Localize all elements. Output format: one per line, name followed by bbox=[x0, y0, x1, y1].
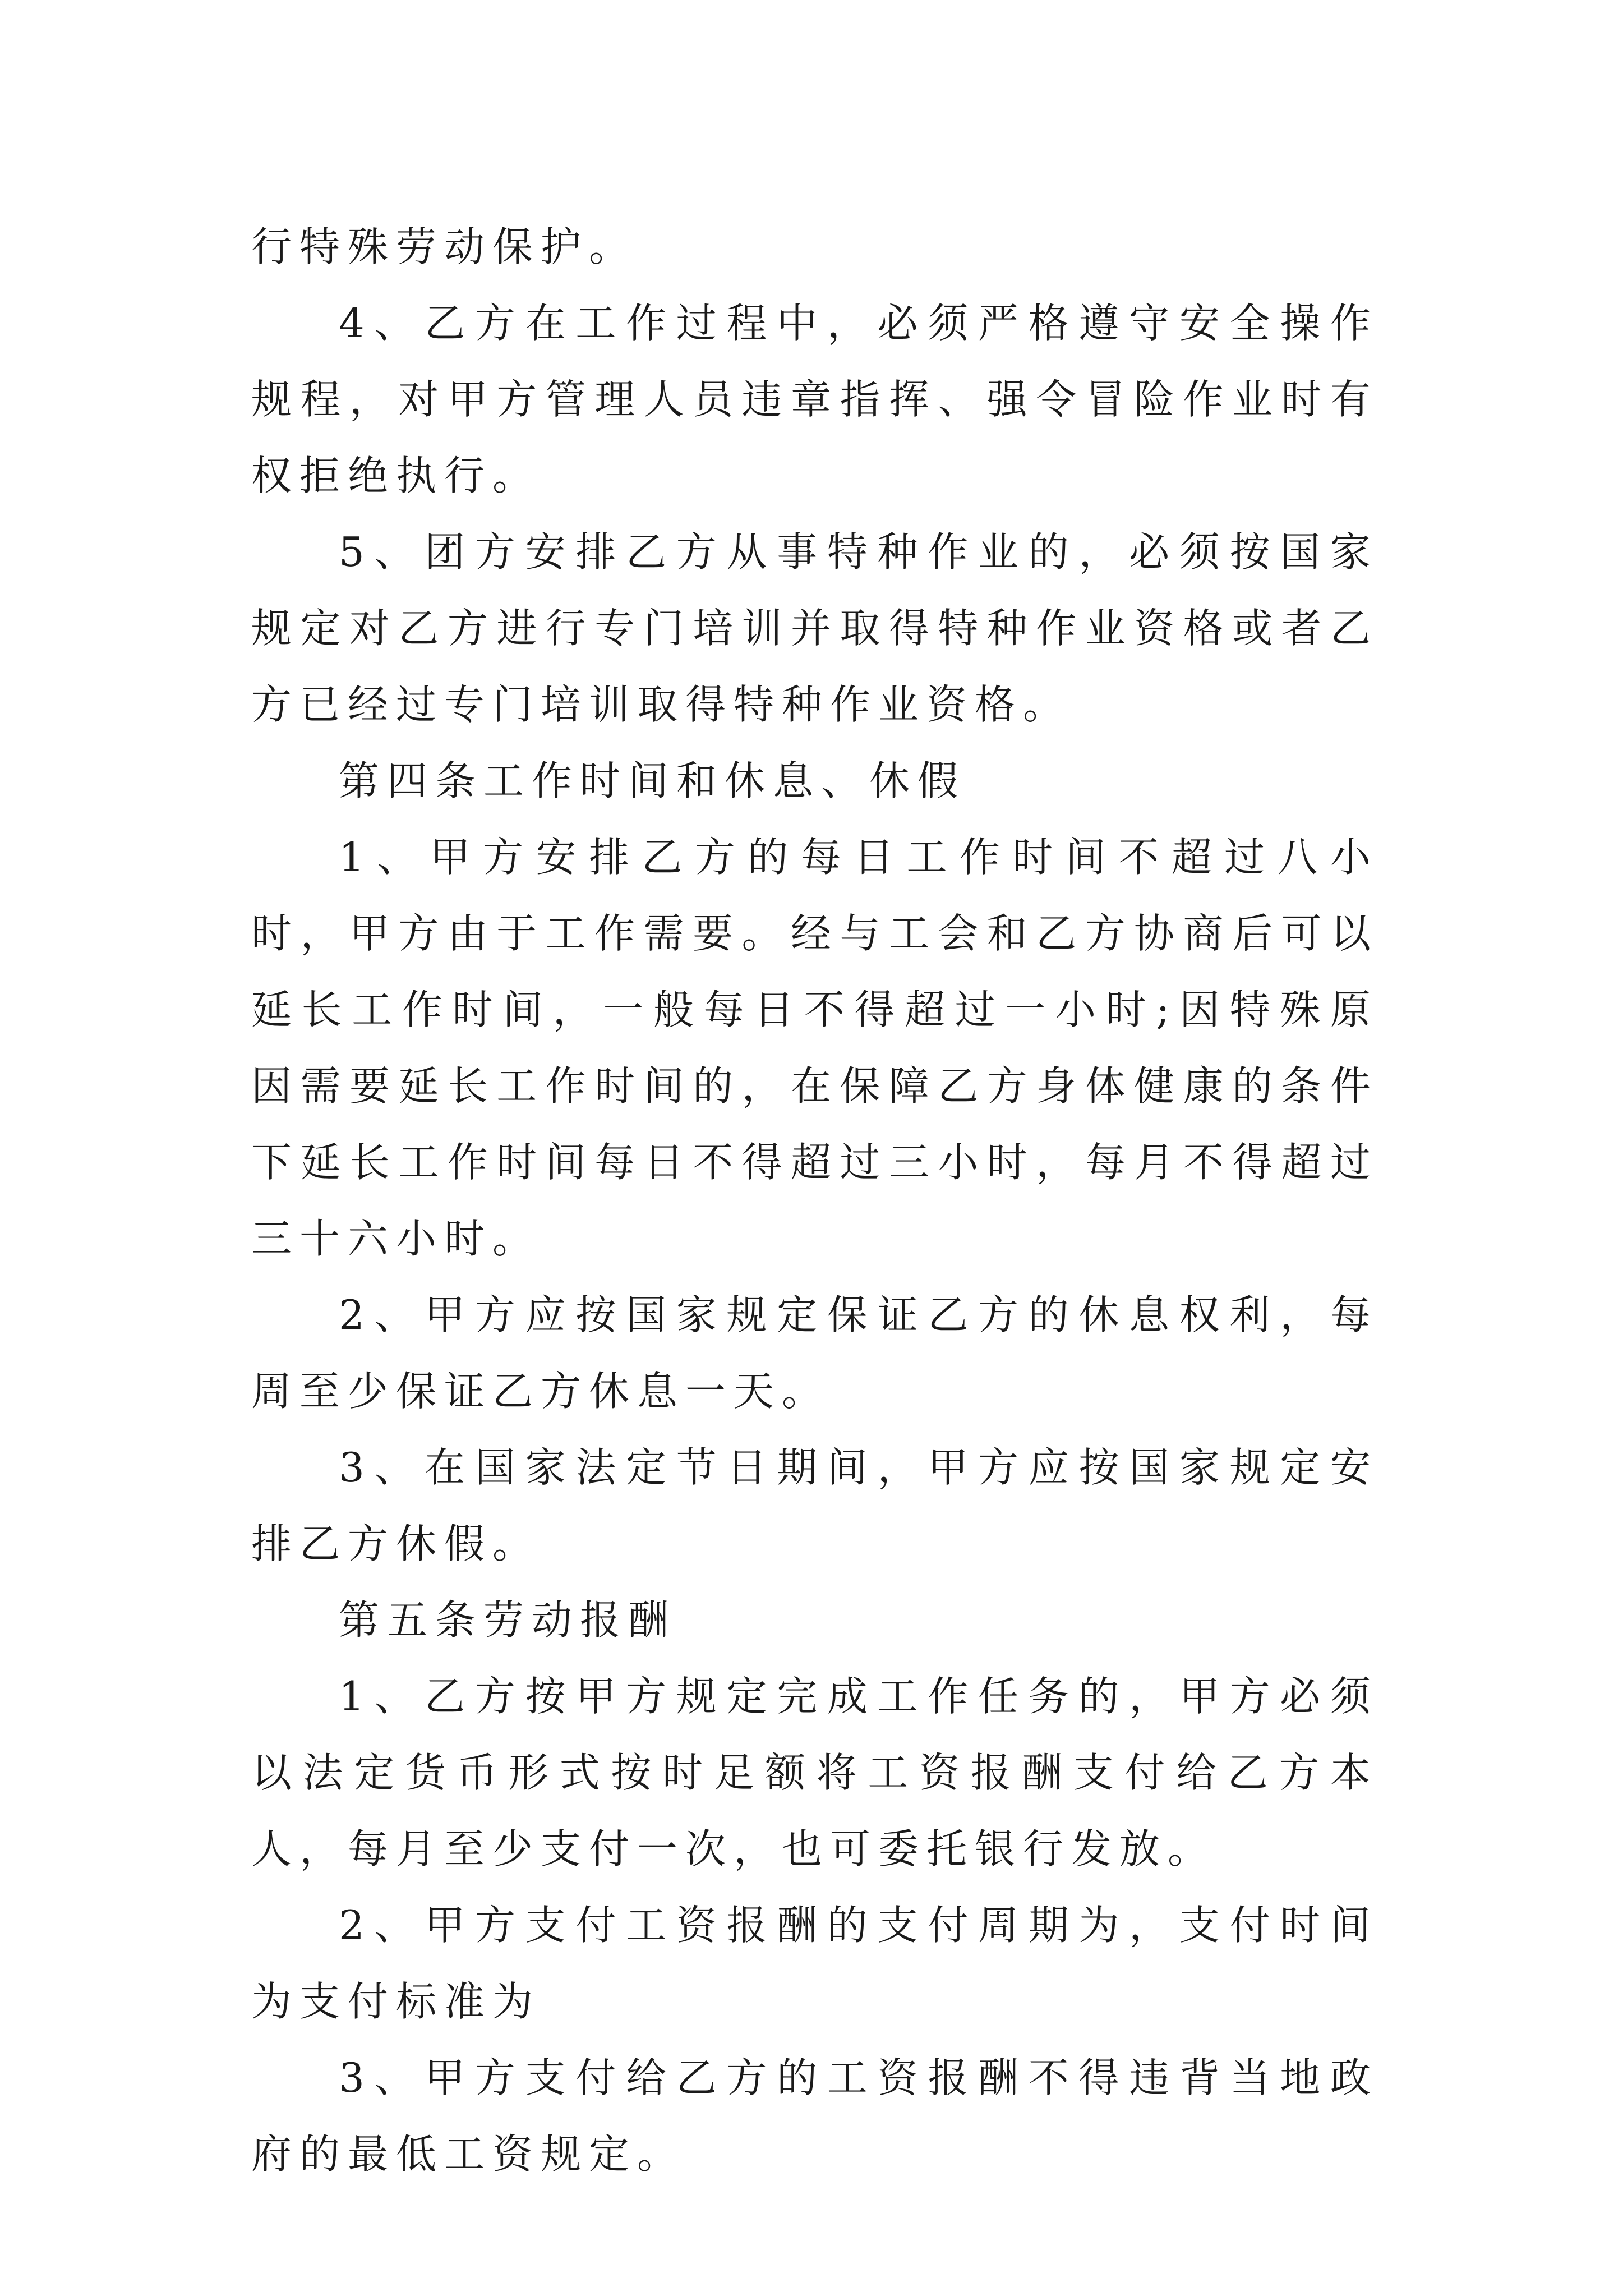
paragraph-clause-3-item-5: 5、团方安排乙方从事特种作业的，必须按国家规定对乙方进行专门培训并取得特种作业资格或者乙方已经过专门培训取得特种作业资格。 bbox=[251, 528, 1378, 728]
section-heading-article-4: 第四条工作时间和休息、休假 bbox=[339, 757, 966, 804]
document-body bbox=[251, 209, 1378, 2192]
paragraph-continuation: 行特殊劳动保护。 bbox=[251, 223, 638, 270]
section-heading-article-5: 第五条劳动报酬 bbox=[339, 1596, 677, 1644]
paragraph-article-4-item-1: 1、甲方安排乙方的每日工作时间不超过八小时，甲方由于工作需要。经与工会和乙方协商后可以延长工作时间，一般每日不得超过一小时;因特殊原因需要延长工作时间的，在保障乙方身体健康的条件下延长工作时间每日不得超过三小时，每月不得超过三十六小时。 bbox=[251, 834, 1378, 1262]
paragraph-article-5-item-3: 3、甲方支付给乙方的工资报酬不得违背当地政府的最低工资规定。 bbox=[251, 2054, 1378, 2178]
paragraph-article-5-item-2: 2、甲方支付工资报酬的支付周期为，支付时间为支付标准为 bbox=[251, 1902, 1378, 2025]
paragraph-article-4-item-2: 2、甲方应按国家规定保证乙方的休息权利，每周至少保证乙方休息一天。 bbox=[251, 1291, 1378, 1415]
paragraph-article-4-item-3: 3、在国家法定节日期间，甲方应按国家规定安排乙方休假。 bbox=[251, 1444, 1378, 1567]
paragraph-clause-3-item-4: 4、乙方在工作过程中，必须严格遵守安全操作规程，对甲方管理人员违章指挥、强令冒险作业时有权拒绝执行。 bbox=[251, 300, 1378, 499]
paragraph-article-5-item-1: 1、乙方按甲方规定完成工作任务的，甲方必须以法定货币形式按时足额将工资报酬支付给乙方本人，每月至少支付一次，也可委托银行发放。 bbox=[251, 1673, 1378, 1872]
